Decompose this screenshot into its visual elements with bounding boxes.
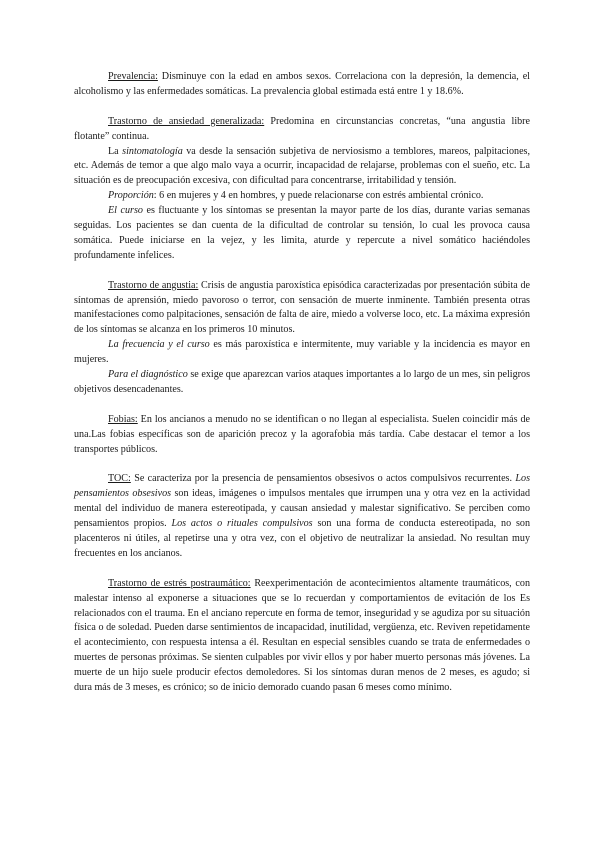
body-text: Se caracteriza por la presencia de pensamientos obsesivos o actos compulsivos recurrentes.: [130, 473, 516, 485]
body-text: es más paroxística e intermitente, muy variable y la incidencia es mayor en mujeres.: [74, 339, 530, 366]
body-text: son ideas, imágenes o impulsos mentales que irrumpen una y otra vez en la actividad mental del individuo de manera estereotipada, y causan ansiedad y malestar significativo. Se perciben como pensamientos propios.: [74, 488, 530, 530]
emphasis-text: El curso: [108, 205, 143, 217]
body-text: : 6 en mujeres y 4 en hombres, y puede relacionarse con estrés ambiental crónico.: [153, 190, 484, 202]
paragraph: [74, 189, 530, 204]
body-text: es fluctuante y los síntomas se presentan la mayor parte de los días, durante varias semanas seguidas. Los pacientes se dan cuenta de la dificultad de controlar su tensión, lo cual les provoca causa somática. Puede iniciarse en la vejez, y les limita, aturde y repercute a nivel somático haciéndoles profundamente infelices.: [74, 205, 530, 261]
paragraph: [74, 577, 530, 696]
document-section: [74, 115, 530, 264]
section-heading: TOC:: [108, 473, 131, 485]
paragraph: [74, 115, 530, 145]
paragraph: [74, 70, 530, 100]
section-heading: Prevalencia:: [108, 71, 158, 82]
paragraph: [74, 338, 530, 368]
section-heading: Trastorno de angustia:: [108, 279, 199, 291]
body-text: En los ancianos a menudo no se identifican o no llegan al especialista. Suelen coincidir más de una.Las fobias específicas son de aparición precoz y la agorafobia más tardía. Cabe destacar el temor a los transportes públicos.: [74, 413, 530, 455]
section-heading: Trastorno de ansiedad generalizada:: [108, 115, 265, 127]
document-section: [74, 577, 530, 696]
paragraph: [74, 368, 530, 398]
document-section: [74, 413, 530, 458]
paragraph: [74, 204, 530, 264]
emphasis-text: sintomatología: [122, 145, 183, 157]
body-text: va desde la sensación subjetiva de nerviosismo a temblores, mareos, palpitaciones, etc. Además de temor a que algo malo vaya a ocurrir, incapacidad de relajarse, problemas con el sueño, etc. La situación es de preocupación excesiva, con dificultad para concentrarse, irritabilidad y tensión.: [74, 145, 530, 187]
document-page: [74, 70, 530, 711]
body-text: son una forma de conducta estereotipada, no son placenteros ni útiles, al repetirse una y otra vez, con el objetivo de neutralizar la ansiedad. No resultan muy frecuentes en los ancianos.: [74, 518, 530, 559]
document-section: [74, 70, 530, 100]
paragraph: [74, 472, 530, 561]
section-heading: Trastorno de estrés postraumático:: [108, 577, 251, 589]
document-section: [74, 472, 530, 561]
body-text: La: [108, 145, 123, 157]
emphasis-text: La frecuencia y el curso: [108, 339, 210, 351]
emphasis-text: Los actos o rituales compulsivos: [171, 518, 313, 530]
paragraph: [74, 279, 530, 339]
document-section: [74, 279, 530, 398]
emphasis-text: Proporción: [108, 190, 154, 202]
paragraph: [74, 145, 530, 190]
body-text: Reexperimentación de acontecimientos altamente traumáticos, con malestar intenso al exponerse a situaciones que se lo recuerdan y comportamientos de evitación de los Es relacionados con el trauma. En el anciano repercute en forma de temor, inseguridad y se agudiza por su situación física o de soledad. Pueden darse sentimientos de incapacidad, inutilidad, vergüenza, etc. Reviven repetidamente el acontecimiento, con respuesta intensa a él. Resultan en especial sensibles cuando se trata de enfermedades o muertes de personas próximas. Se sienten culpables por vivir ellos y por haber muerto personas más jóvenes. La muerte de un hijo suele producir efectos demoledores. Si los síntomas duran menos de 2 meses, es agudo; si dura más de 3 meses, es crónico; so de inicio demorado cuando pasan 6 meses como mínimo.: [74, 577, 530, 694]
body-text: Predomina en circunstancias concretas, “una angustia libre flotante” continua.: [74, 115, 531, 142]
section-heading: Fobias:: [108, 413, 138, 425]
body-text: Crisis de angustia paroxística episódica caracterizadas por presentación súbita de síntomas de aprensión, miedo pavoroso o terror, con sensación de muerte inminente. También presenta otras manifestaciones como palpitaciones, sensación de falta de aire, miedo a volverse loco, etc. La máxima expresión de los síntomas se alcanza en los primeros 10 minutos.: [74, 279, 531, 336]
body-text: Disminuye con la edad en ambos sexos. Correlaciona con la depresión, la demencia, el alcoholismo y las enfermedades somáticas. La prevalencia global estimada está entre 1 y 18.6%.: [74, 71, 530, 97]
emphasis-text: Para el diagnóstico: [108, 369, 188, 381]
paragraph: [74, 413, 530, 458]
body-text: se exige que aparezcan varios ataques importantes a lo largo de un mes, sin peligros objetivos desencadenantes.: [74, 369, 530, 395]
emphasis-text: Los pensamientos obsesivos: [74, 473, 530, 500]
